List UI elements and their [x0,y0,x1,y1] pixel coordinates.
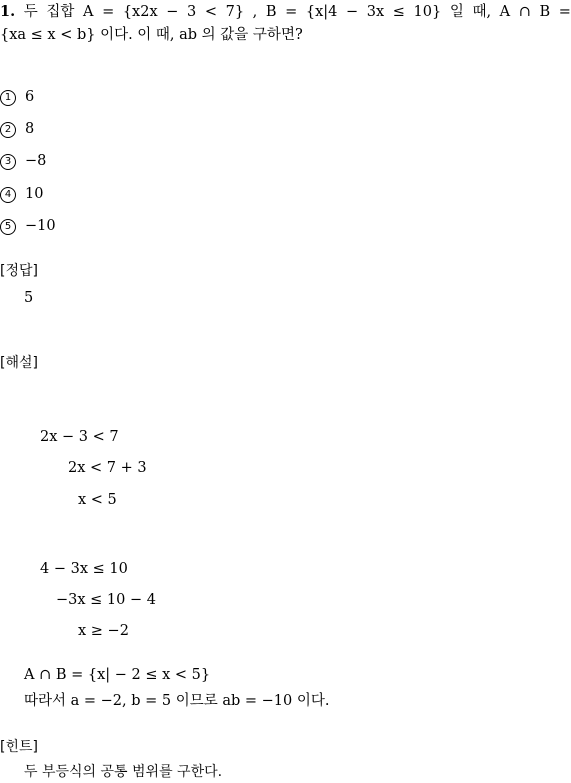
intersection-line: A ∩ B = {x| − 2 ≤ x < 5} [24,667,211,683]
choice-item[interactable] [0,88,34,106]
choice-item[interactable] [0,217,56,235]
choice-number-icon: 1 [0,90,16,106]
equation-line: −3x ≤ 10 − 4 [56,592,156,608]
choice-number-icon: 3 [0,154,16,170]
choice-item[interactable] [0,152,46,170]
choice-number-icon: 5 [0,219,16,235]
conclusion-line: 따라서 a = −2, b = 5 이므로 ab = −10 이다. [24,693,330,709]
choice-value: 6 [25,89,35,105]
equation-line: 4 − 3x ≤ 10 [40,561,128,577]
explanation-label: [해설] [0,355,38,371]
equation-line: 2x − 3 < 7 [40,429,119,445]
equation-line: x ≥ −2 [78,623,129,639]
choice-item[interactable] [0,185,43,203]
hint-text: 두 부등식의 공통 범위를 구한다. [24,764,223,780]
question-number: 1. [0,3,16,20]
question-line-2: {xa ≤ x < b} 이다. 이 때, ab 의 값을 구하면? [0,27,303,43]
choice-value: 8 [25,121,35,137]
answer-label: [정답] [0,263,38,279]
question-text-1: 두 집합 A = {x2x − 3 < 7} , B = {x|4 − 3x ≤ 10} 일 때, A ∩ B = [23,4,571,20]
choice-item[interactable] [0,120,34,138]
choice-number-icon: 2 [0,122,16,138]
choice-value: −8 [25,153,47,169]
choice-value: 10 [25,186,44,202]
answer-value: 5 [24,290,34,306]
question-line-1 [0,3,571,21]
hint-label: [힌트] [0,739,38,755]
equation-line: x < 5 [78,492,117,508]
choice-number-icon: 4 [0,187,16,203]
choice-value: −10 [25,218,56,234]
equation-line: 2x < 7 + 3 [68,460,147,476]
